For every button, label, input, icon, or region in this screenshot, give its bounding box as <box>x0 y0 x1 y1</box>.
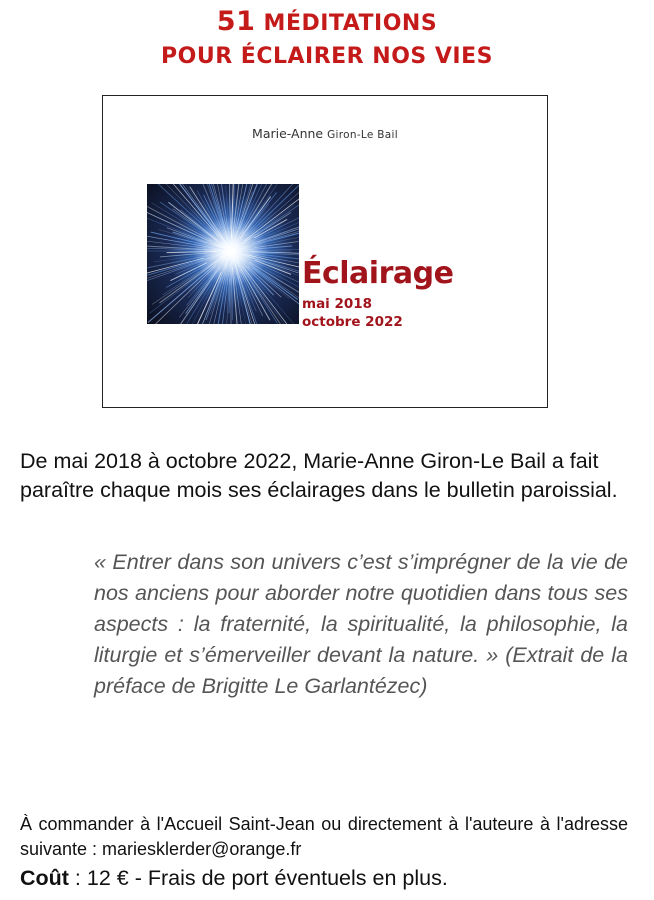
cover-date-start: mai 2018 <box>302 296 373 312</box>
light-burst-image <box>147 184 299 324</box>
cover-author <box>103 126 547 141</box>
cover-title: Éclairage <box>302 256 454 291</box>
cost-text: : 12 € - Frais de port éventuels en plus. <box>68 866 448 890</box>
cover-author-first: Marie-Anne <box>252 126 324 141</box>
title-meditations: MÉDITATIONS <box>263 11 438 36</box>
cover-author-last: Giron-Le Bail <box>327 129 398 141</box>
title-number: 51 <box>216 6 256 37</box>
title-line-2: POUR ÉCLAIRER NOS VIES <box>161 44 493 69</box>
intro-paragraph: De mai 2018 à octobre 2022, Marie-Anne Giron-Le Bail a fait paraître chaque mois ses éclairages dans le bulletin paroissial. <box>20 449 618 502</box>
book-cover <box>102 95 548 408</box>
preface-quote: « Entrer dans son univers c’est s’imprégner de la vie de nos anciens pour aborder notre quotidien dans tous ses aspects : la fraternité, la spiritualité, la philosophie, la liturgie et s’émerveiller devant la nature. » (Extrait de la préface de Brigitte Le Garlantézec) <box>94 550 628 698</box>
cost-label: Coût <box>20 866 69 890</box>
cost-line <box>20 864 632 892</box>
cover-date-end: octobre 2022 <box>302 314 403 330</box>
order-paragraph: À commander à l'Accueil Saint-Jean ou directement à l'auteure à l'adresse suivante : mariesklerder@orange.fr <box>20 814 628 859</box>
title-line-1 <box>0 6 654 37</box>
